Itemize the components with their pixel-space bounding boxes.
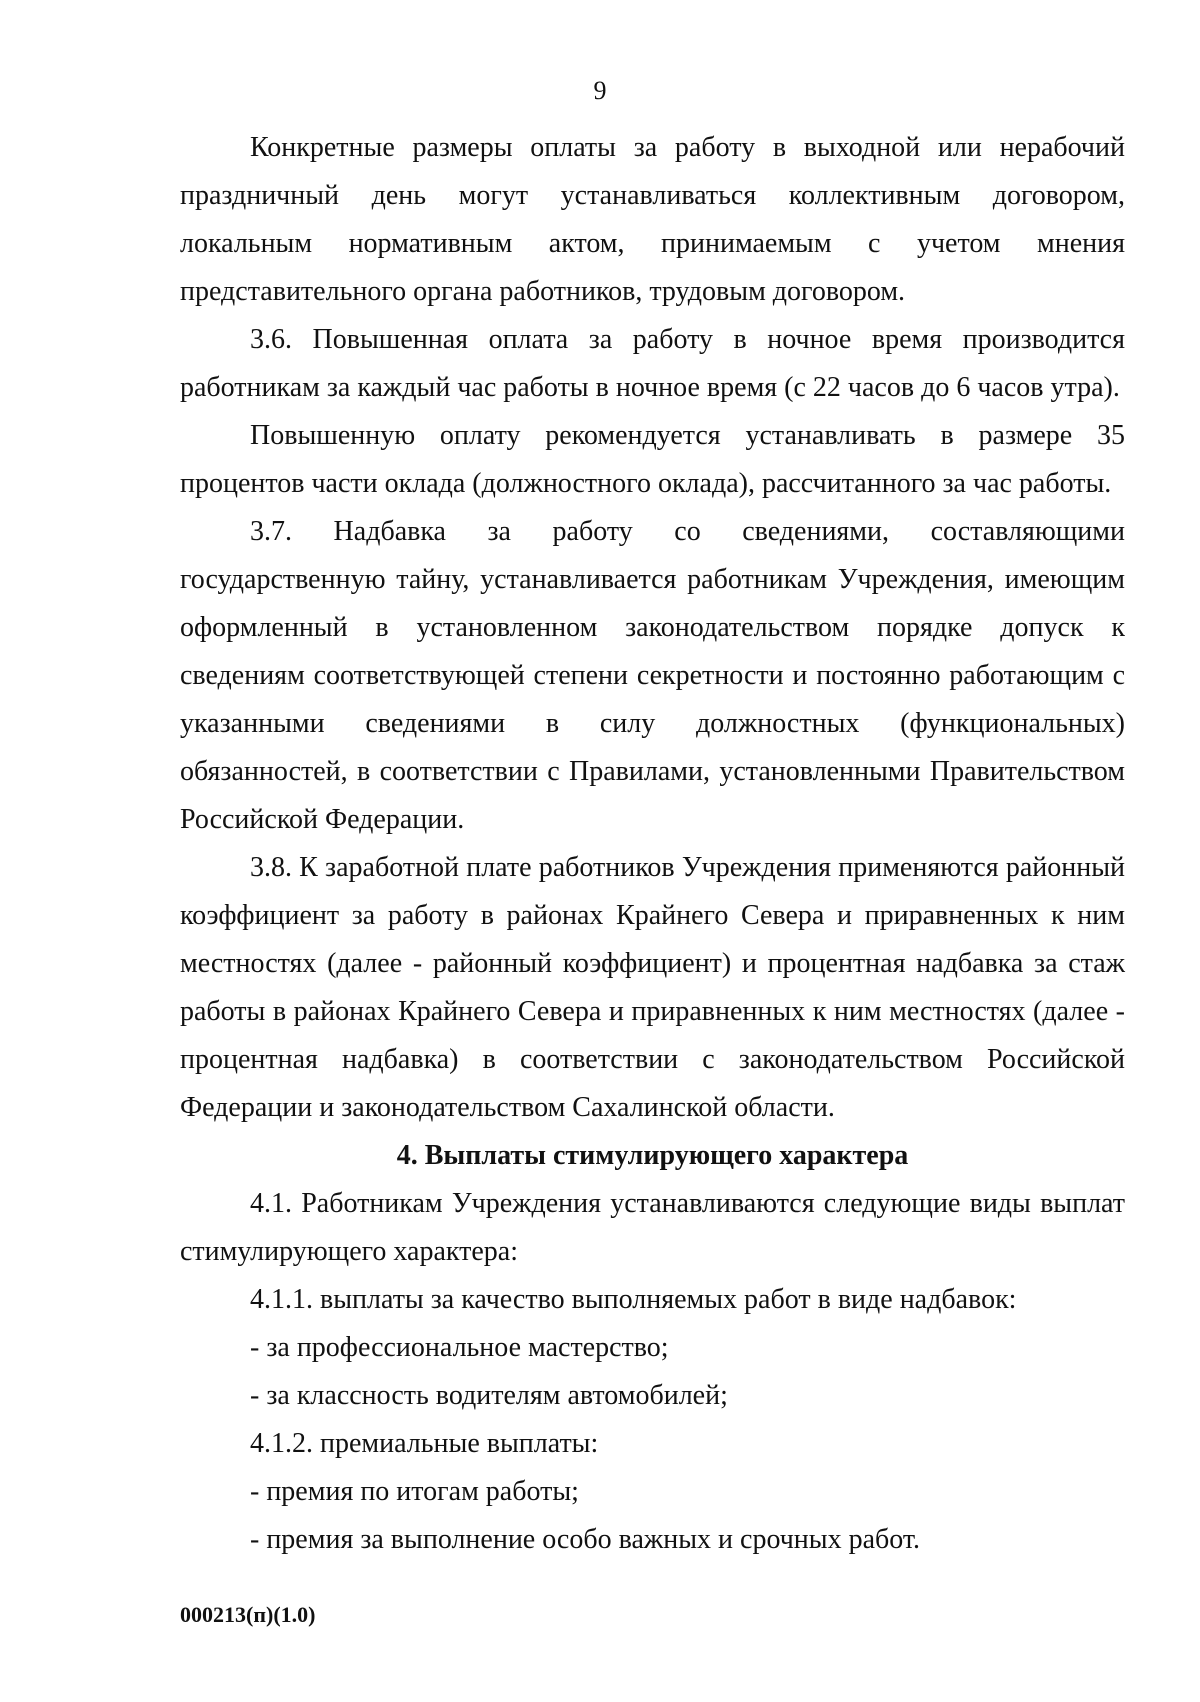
paragraph-3-6: 3.6. Повышенная оплата за работу в ночное время производится работникам за каждый час работы в ночное время (с 22 часов до 6 часов утра).	[180, 324, 1125, 403]
paragraph-payment-holidays: Конкретные размеры оплаты за работу в выходной или нерабочий праздничный день могут устанавливаться коллективным договором, локальным нормативным актом, принимаемым с учетом мнения представительного органа работников, трудовым договором.	[180, 132, 1125, 307]
document-code: 000213(п)(1.0)	[180, 1602, 316, 1627]
list-item: - за классность водителям автомобилей;	[250, 1380, 728, 1411]
list-item: - за профессиональное мастерство;	[250, 1332, 669, 1363]
page-number: 9	[593, 76, 607, 105]
list-item: - премия по итогам работы;	[250, 1476, 579, 1507]
paragraph-4-1-2: 4.1.2. премиальные выплаты:	[250, 1428, 599, 1459]
section-heading: 4. Выплаты стимулирующего характера	[396, 1140, 909, 1171]
paragraph-night-rate: Повышенную оплату рекомендуется устанавливать в размере 35 процентов части оклада (должностного оклада), рассчитанного за час работы.	[180, 420, 1125, 499]
paragraph-3-8: 3.8. К заработной плате работников Учреждения применяются районный коэффициент за работу в районах Крайнего Севера и приравненных к ним местностях (далее - районный коэффициент) и процентная надбавка за стаж работы в районах Крайнего Севера и приравненных к ним местностях (далее - процентная надбавка) в соответствии с законодательством Российской Федерации и законодательством Сахалинской области.	[180, 852, 1125, 1123]
list-item: - премия за выполнение особо важных и срочных работ.	[250, 1524, 921, 1555]
paragraph-3-7: 3.7. Надбавка за работу со сведениями, составляющими государственную тайну, устанавливается работникам Учреждения, имеющим оформленный в установленном законодательством порядке допуск к сведениям соответствующей степени секретности и постоянно работающим с указанными сведениями в силу должностных (функциональных) обязанностей, в соответствии с Правилами, установленными Правительством Российской Федерации.	[180, 516, 1125, 835]
paragraph-4-1-1: 4.1.1. выплаты за качество выполняемых работ в виде надбавок:	[250, 1284, 1017, 1315]
document-body	[180, 124, 1125, 1564]
paragraph-4-1: 4.1. Работникам Учреждения устанавливаются следующие виды выплат стимулирующего характера:	[180, 1188, 1125, 1267]
